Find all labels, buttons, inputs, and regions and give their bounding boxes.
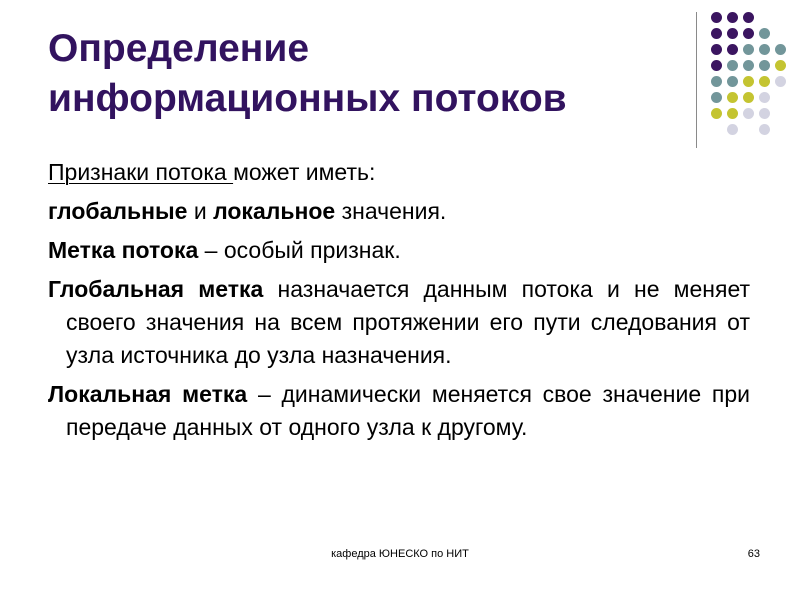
decorative-dot <box>759 60 770 71</box>
slide-footer: кафедра ЮНЕСКО по НИТ <box>331 548 469 560</box>
paragraph-text: и <box>187 198 214 224</box>
decorative-dot <box>711 12 722 23</box>
decorative-dot <box>743 92 754 103</box>
paragraph-text: – особый признак. <box>198 237 401 263</box>
bold-term: Глобальная метка <box>48 276 264 302</box>
decorative-divider-line <box>696 12 697 148</box>
page-number: 63 <box>747 548 760 560</box>
underlined-term: Признаки потока <box>48 159 234 185</box>
decorative-dot <box>711 60 722 71</box>
paragraph-text: может иметь: <box>233 159 376 185</box>
paragraph-text: назначается данным потока и не меняет своего значения на всем протяжении его пути следования от узла источника до узла назначения. <box>66 276 751 368</box>
bold-term: Метка потока <box>48 237 199 263</box>
paragraph-text: – динамически меняется свое значение при передаче данных от одного узла к другому. <box>66 381 750 440</box>
decorative-dot <box>775 44 786 55</box>
decorative-dot <box>775 76 786 87</box>
decorative-dot <box>759 76 770 87</box>
decorative-dot <box>727 124 738 135</box>
decorative-dot <box>759 44 770 55</box>
decorative-dot <box>727 76 738 87</box>
slide-body <box>48 156 750 450</box>
decorative-dot <box>775 60 786 71</box>
decorative-dot <box>711 28 722 39</box>
bold-term: локальное <box>213 198 336 224</box>
decorative-dot <box>727 12 738 23</box>
decorative-dot <box>743 28 754 39</box>
slide-title <box>48 24 668 124</box>
decorative-dot <box>727 28 738 39</box>
decorative-dot <box>711 92 722 103</box>
decorative-dot <box>743 44 754 55</box>
paragraph-global-label <box>48 273 750 372</box>
bold-term: Локальная метка <box>48 381 248 407</box>
decorative-dot <box>743 76 754 87</box>
decorative-dot <box>743 60 754 71</box>
paragraph-flow-label <box>48 234 750 267</box>
decorative-dot <box>759 92 770 103</box>
decorative-dot <box>711 108 722 119</box>
decorative-dot <box>711 76 722 87</box>
paragraph-local-label <box>48 378 750 444</box>
decorative-dot <box>727 108 738 119</box>
decorative-dot <box>711 44 722 55</box>
decorative-dot <box>743 108 754 119</box>
bold-term: глобальные <box>48 198 188 224</box>
paragraph-values <box>48 195 750 228</box>
title-line-2: информационных потоков <box>48 77 567 120</box>
title-line-1: Определение <box>48 27 310 70</box>
decorative-dot <box>759 124 770 135</box>
paragraph-text: значения. <box>335 198 447 224</box>
decorative-dot <box>759 108 770 119</box>
decorative-dot <box>743 12 754 23</box>
decorative-dot <box>727 44 738 55</box>
decorative-dot <box>759 28 770 39</box>
decorative-dot <box>727 92 738 103</box>
decorative-dot <box>727 60 738 71</box>
paragraph-flow-attributes <box>48 156 750 189</box>
